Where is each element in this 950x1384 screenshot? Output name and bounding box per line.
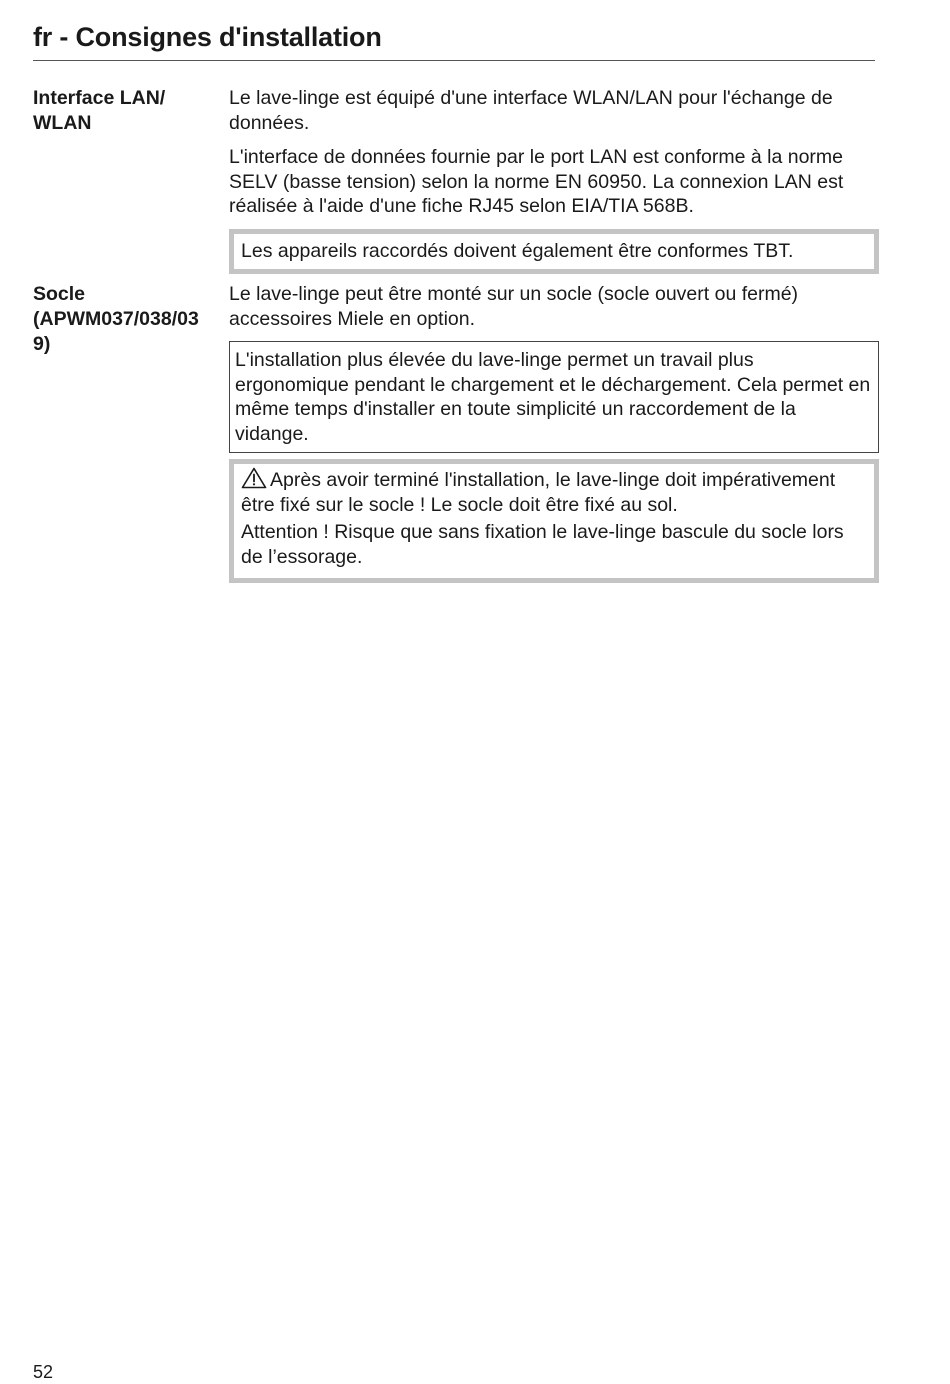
warning-box bbox=[229, 459, 879, 583]
section-label-lan-wlan bbox=[33, 86, 223, 136]
section-label-line: 9) bbox=[33, 333, 51, 355]
warning-line: Attention ! Risque que sans fixation le lave-linge bascule du socle lors de l’essorage. bbox=[241, 521, 844, 568]
section-label-socle bbox=[33, 282, 223, 357]
warning-text: Après avoir terminé l'installation, le lave-linge doit impérativement être fixé sur le socle ! Le socle doit être fixé au sol. bbox=[241, 469, 836, 516]
section-label-line: Socle bbox=[33, 283, 86, 305]
title-divider bbox=[33, 60, 875, 61]
section-label-line: Interface LAN/ bbox=[33, 87, 166, 109]
section-label-line: (APWM037/038/03 bbox=[33, 308, 199, 330]
section-body-lan-wlan bbox=[229, 86, 879, 274]
note-box-tbt: Les appareils raccordés doivent également être conformes TBT. bbox=[229, 229, 879, 275]
page-title: fr - Consignes d'installation bbox=[33, 22, 382, 52]
section-body-socle bbox=[229, 282, 879, 583]
paragraph: L'interface de données fournie par le port LAN est conforme à la norme SELV (basse tension) selon la norme EN 60950. La connexion LAN est réalisée à l'aide d'une fiche RJ45 selon EIA/TIA 568B. bbox=[229, 146, 844, 217]
paragraph: Le lave-linge peut être monté sur un socle (socle ouvert ou fermé) accessoires Miele en option. bbox=[229, 283, 799, 330]
paragraph: Le lave-linge est équipé d'une interface WLAN/LAN pour l'échange de données. bbox=[229, 87, 833, 134]
warning-triangle-icon bbox=[241, 467, 267, 489]
warning-line bbox=[241, 467, 868, 517]
section-label-line: WLAN bbox=[33, 112, 92, 134]
page-number: 52 bbox=[33, 1362, 54, 1382]
info-box-ergonomic: L'installation plus élevée du lave-linge permet un travail plus ergonomique pendant le chargement et le déchargement. Cela permet en même temps d'installer en toute simplicité un raccordement de la vidange. bbox=[229, 341, 879, 453]
